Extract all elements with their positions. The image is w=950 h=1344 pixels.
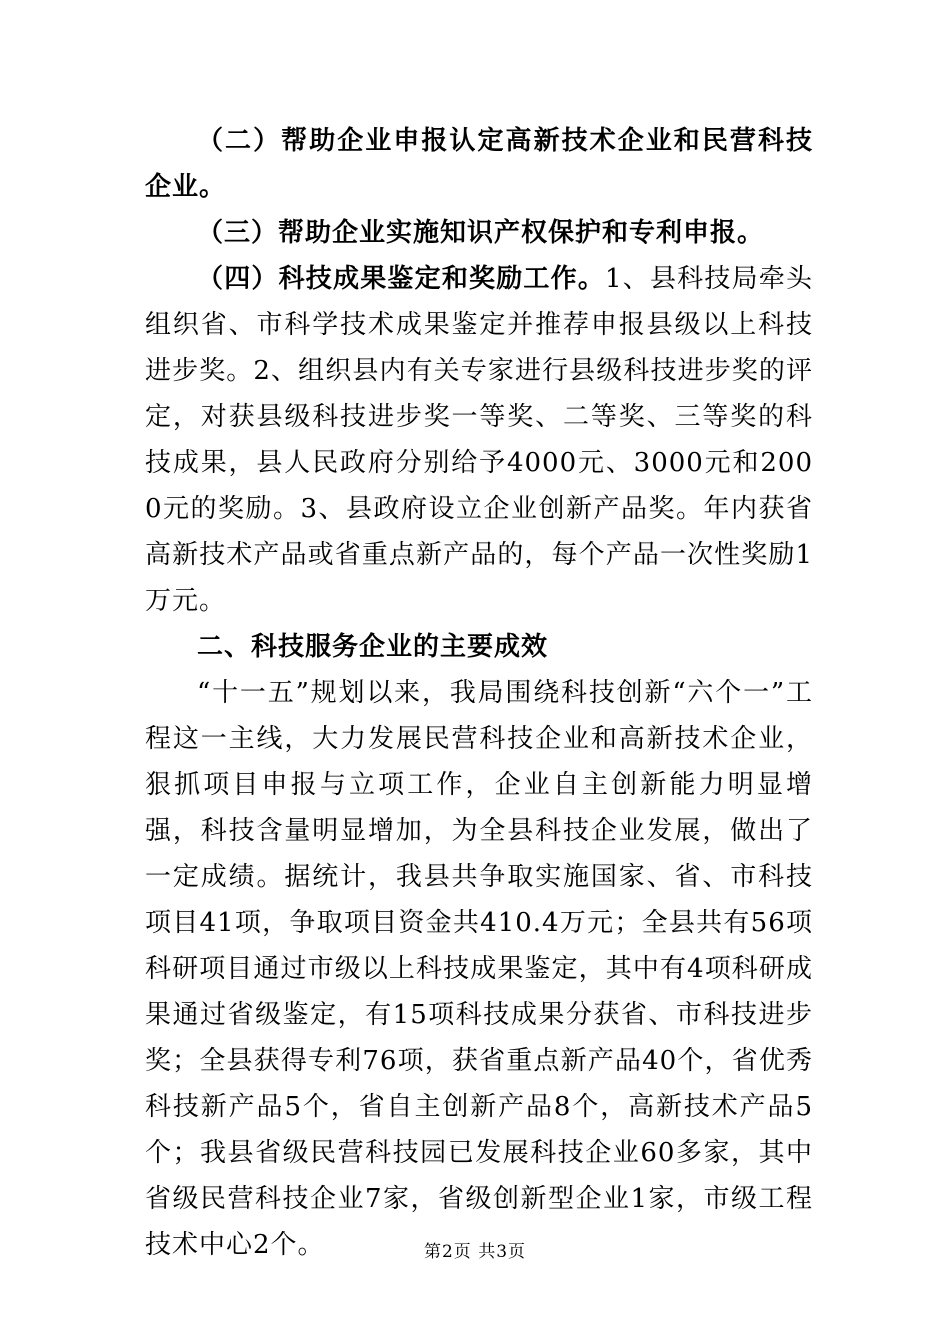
paragraph-item-3 [145, 210, 813, 256]
section-heading-text: 二、科技服务企业的主要成效 [197, 632, 549, 662]
paragraph-text: 1、县科技局牵头组织省、市科学技术成果鉴定并推荐申报县级以上科技进步奖。2、组织县内有关专家进行县级科技进步奖的评定，对获县级科技进步奖一等奖、二等奖、三等奖的科技成果，县人民政府分别给予4000元、3000元和2000元的奖励。3、县政府设立企业创新产品奖。年内获省高新技术产品或省重点新产品的，每个产品一次性奖励1万元。 [145, 264, 813, 616]
paragraph-results [145, 670, 813, 1268]
paragraph-text: （三）帮助企业实施知识产权保护和专利申报。 [197, 218, 765, 248]
paragraph-item-2 [145, 118, 813, 210]
paragraph-item-4 [145, 256, 813, 624]
paragraph-text: （二）帮助企业申报认定高新技术企业和民营科技企业。 [145, 126, 813, 202]
page-number-label: 第2页 共3页 [423, 1242, 527, 1262]
section-heading [145, 624, 813, 670]
page-number-footer [0, 1240, 950, 1264]
document-body [145, 118, 813, 1268]
paragraph-lead-heading: （四）科技成果鉴定和奖励工作。 [197, 264, 606, 294]
paragraph-text: “十一五”规划以来，我局围绕科技创新“六个一”工程这一主线，大力发展民营科技企业和高新技术企业，狠抓项目申报与立项工作，企业自主创新能力明显增强，科技含量明显增加，为全县科技企业发展，做出了一定成绩。据统计，我县共争取实施国家、省、市科技项目41项，争取项目资金共410.4万元；全县共有56项科研项目通过市级以上科技成果鉴定，其中有4项科研成果通过省级鉴定，有15项科技成果分获省、市科技进步奖；全县获得专利76项，获省重点新产品40个，省优秀科技新产品5个，省自主创新产品8个，高新技术产品5个；我县省级民营科技园已发展科技企业60多家，其中省级民营科技企业7家，省级创新型企业1家，市级工程技术中心2个。 [145, 678, 813, 1260]
